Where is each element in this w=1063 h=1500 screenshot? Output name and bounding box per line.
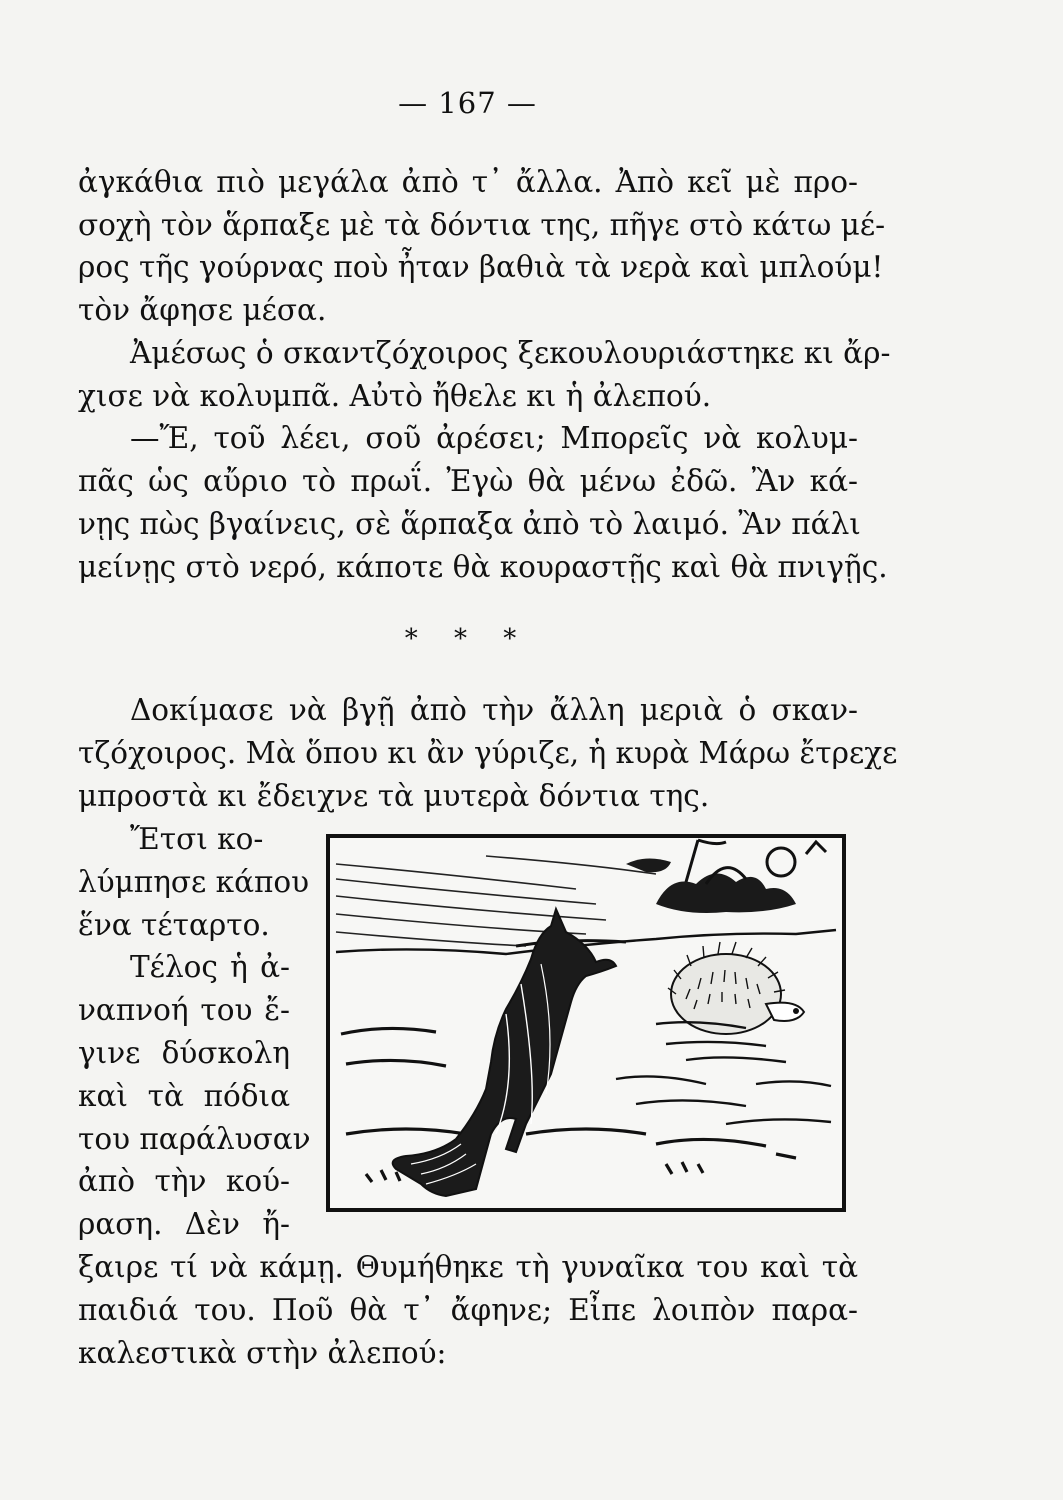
text-line: γινε δύσκολη [78,1036,290,1070]
fox-hedgehog-illustration [326,834,846,1212]
text-line: παιδιά του. Ποῦ θὰ τ᾿ ἄφηνε; Εἶπε λοιπὸν παρα- [78,1293,858,1327]
page-number: — 167 — [398,86,537,120]
text-line: χισε νὰ κολυμπᾶ. Αὐτὸ ἤθελε κι ἡ ἀλεπού. [78,379,712,413]
section-separator: * * * [404,624,531,654]
text-line: καλεστικὰ στὴν ἀλεπού: [78,1336,447,1370]
text-line: νῃς πὼς βγαίνεις, σὲ ἅρπαξα ἀπὸ τὸ λαιμό. Ἂν πάλι [78,507,861,541]
text-line: Ἀμέσως ὁ σκαντζόχοιρος ξεκουλουριάστηκε κι ἄρ- [130,336,891,370]
text-line: ἕνα τέταρτο. [78,908,270,942]
text-line: τζόχοιρος. Μὰ ὅπου κι ἂν γύριζε, ἡ κυρὰ Μάρω ἔτρεχε [78,736,898,770]
text-line: ξαιρε τί νὰ κάμῃ. Θυμήθηκε τὴ γυναῖκα του καὶ τὰ [78,1250,858,1284]
text-line: μπροστὰ κι ἔδειχνε τὰ μυτερὰ δόντια της. [78,779,710,813]
text-line: ναπνοή του ἔ- [78,993,290,1027]
text-line: —Ἔ, τοῦ λέει, σοῦ ἀρέσει; Μπορεῖς νὰ κολυμ- [130,421,858,455]
text-line: ἀγκάθια πιὸ μεγάλα ἀπὸ τ᾿ ἄλλα. Ἀπὸ κεῖ μὲ προ- [78,165,858,199]
text-line: λύμπησε κάπου [78,865,310,899]
text-line: σοχὴ τὸν ἅρπαξε μὲ τὰ δόντια της, πῆγε στὸ κάτω μέ- [78,208,886,242]
text-line: Τέλος ἡ ἀ- [130,950,290,984]
text-line: του παράλυσαν [78,1122,311,1156]
text-line: ἀπὸ τὴν κού- [78,1164,290,1198]
text-line: καὶ τὰ πόδια [78,1079,290,1113]
text-line: ραση. Δὲν ἤ- [78,1207,290,1241]
text-line: πᾶς ὡς αὔριο τὸ πρωΐ. Ἐγὼ θὰ μένω ἐδῶ. Ἂν κά- [78,464,858,498]
text-line: Ἔτσι κο- [130,822,264,856]
text-line: τὸν ἄφησε μέσα. [78,293,327,327]
text-line: Δοκίμασε νὰ βγῇ ἀπὸ τὴν ἄλλη μεριὰ ὁ σκαν- [130,693,858,727]
text-line: μείνῃς στὸ νερό, κάποτε θὰ κουραστῇς καὶ θὰ πνιγῇς. [78,550,888,584]
text-line: ρος τῆς γούρνας ποὺ ἦταν βαθιὰ τὰ νερὰ καὶ μπλούμ! [78,250,884,284]
